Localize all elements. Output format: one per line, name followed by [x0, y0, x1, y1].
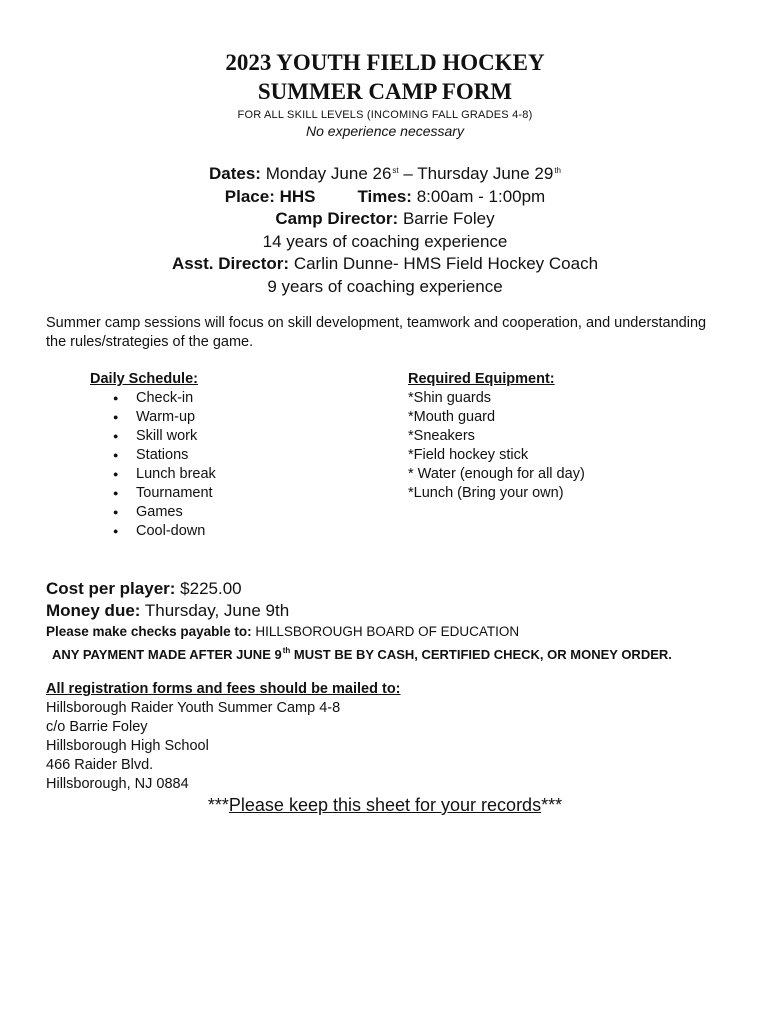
cost-line — [46, 578, 746, 600]
skill-levels-subtitle: FOR ALL SKILL LEVELS (INCOMING FALL GRADES 4-8) — [237, 109, 533, 121]
director-experience: 14 years of coaching experience — [262, 231, 508, 251]
mailing-line: Hillsborough Raider Youth Summer Camp 4-8 — [46, 700, 341, 716]
mailing-line: c/o Barrie Foley — [46, 719, 148, 735]
warning-part-1: ANY PAYMENT MADE AFTER JUNE 9 — [52, 647, 282, 662]
mailing-section — [46, 680, 746, 794]
dates-end: – Thursday June 29 — [398, 164, 554, 183]
title-line-1: 2023 YOUTH FIELD HOCKEY — [225, 50, 545, 75]
daily-schedule-heading: Daily Schedule: — [90, 371, 198, 387]
equipment-item: *Field hockey stick — [408, 447, 529, 463]
equipment-item: *Sneakers — [408, 428, 475, 444]
payable-value: HILLSBOROUGH BOARD OF EDUCATION — [255, 624, 520, 639]
keep-prefix: *** — [207, 795, 229, 815]
list-item: ● Skill work — [90, 427, 216, 446]
money-due-label: Money due: — [46, 601, 141, 620]
dates-start-suffix: st — [392, 166, 399, 175]
dates-line — [0, 160, 770, 186]
times-value: 8:00am - 1:00pm — [416, 186, 546, 206]
payment-section — [46, 578, 746, 664]
money-due-value: Thursday, June 9th — [144, 601, 290, 620]
director-label: Camp Director: — [275, 209, 399, 228]
keep-suffix: *** — [541, 795, 563, 815]
list-item: ● Games — [90, 503, 216, 522]
director-line — [0, 208, 770, 231]
mailing-line: Hillsborough High School — [46, 738, 209, 754]
daily-schedule — [90, 370, 216, 541]
list-item: ● Warm-up — [90, 408, 216, 427]
list-item: ● Lunch break — [90, 465, 216, 484]
warning-part-2: MUST BE BY CASH, CERTIFIED CHECK, OR MONEY ORDER. — [290, 647, 672, 662]
place-label: Place: HHS — [224, 186, 316, 206]
form-header — [0, 48, 770, 139]
asst-director-line — [0, 253, 770, 276]
cost-value: $225.00 — [180, 579, 242, 598]
warning-suffix: th — [282, 646, 291, 655]
list-item: ● Tournament — [90, 484, 216, 503]
list-item: ● Check-in — [90, 389, 216, 408]
money-due-line — [46, 600, 746, 622]
list-item: ● Stations — [90, 446, 216, 465]
camp-info — [0, 160, 770, 298]
experience-tagline: No experience necessary — [306, 123, 464, 139]
equipment-item: * Water (enough for all day) — [408, 466, 585, 482]
mailing-heading: All registration forms and fees should be mailed to: — [46, 681, 401, 697]
title-line-2: SUMMER CAMP FORM — [257, 79, 513, 104]
cost-label: Cost per player: — [46, 579, 176, 598]
keep-text: Please keep this sheet for your records — [228, 795, 542, 815]
equipment-item: *Shin guards — [408, 390, 492, 406]
required-equipment — [408, 370, 585, 503]
asst-director-experience: 9 years of coaching experience — [267, 276, 503, 296]
mailing-line: 466 Raider Blvd. — [46, 757, 154, 773]
mailing-line: Hillsborough, NJ 0884 — [46, 776, 189, 792]
dates-label: Dates: — [209, 164, 261, 183]
equipment-item: *Mouth guard — [408, 409, 496, 425]
dates-start: Monday June 26 — [265, 164, 392, 183]
payable-line — [46, 622, 746, 641]
keep-records-note — [0, 795, 770, 816]
equipment-item: *Lunch (Bring your own) — [408, 485, 564, 501]
schedule-equipment-section — [0, 370, 770, 545]
camp-description: Summer camp sessions will focus on skill development, teamwork and cooperation, and understanding the rules/strategies of the game. — [46, 315, 707, 350]
payment-warning — [52, 641, 746, 664]
director-name: Barrie Foley — [402, 209, 495, 228]
required-equipment-heading: Required Equipment: — [408, 371, 555, 387]
times-label: Times: — [357, 186, 412, 206]
dates-end-suffix: th — [554, 166, 561, 175]
daily-schedule-list — [90, 389, 216, 541]
asst-director-name: Carlin Dunne- HMS Field Hockey Coach — [293, 254, 599, 273]
list-item: ● Cool-down — [90, 522, 216, 541]
place-times-line — [0, 186, 770, 209]
asst-director-label: Asst. Director: — [171, 254, 290, 273]
payable-label: Please make checks payable to: — [46, 624, 252, 639]
